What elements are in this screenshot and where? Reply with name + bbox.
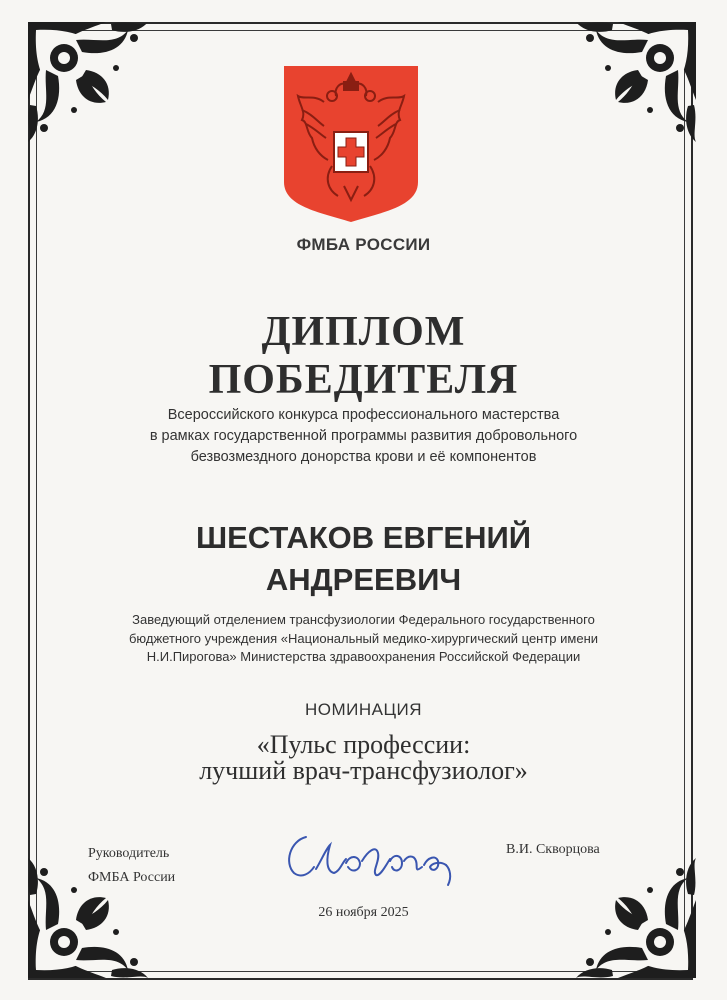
nomination-title-line1: «Пульс профессии: (256, 730, 471, 759)
nomination-title-line2: лучший врач-трансфузиолог» (199, 756, 528, 785)
contest-description-line: Всероссийского конкурса профессионального мастерства (167, 407, 560, 423)
nomination-label: НОМИНАЦИЯ (304, 700, 423, 719)
recipient-name-line2: АНДРЕЕВИЧ (265, 562, 462, 597)
recipient-position (90, 611, 637, 667)
org-logo-text: ФМБА РОССИИ (296, 235, 431, 254)
signer-name: В.И. Скворцова (506, 842, 600, 857)
contest-description-line: в рамках государственной программы развития добровольного (149, 428, 578, 444)
handwritten-signature (276, 815, 476, 895)
signer-title (88, 842, 175, 890)
corner-ornament-icon (558, 10, 708, 160)
recipient-position-line: Заведующий отделением трансфузиологии Федерального государственного (132, 612, 595, 627)
recipient-position-line: Н.И.Пирогова» Министерства здравоохранения Российской Федерации (146, 649, 581, 664)
issue-date: 26 ноября 2025 (318, 905, 409, 920)
double-headed-eagle-icon (284, 66, 418, 222)
diploma-title-line2: ПОБЕДИТЕЛЯ (208, 357, 519, 403)
nomination-title (0, 732, 727, 784)
signer-title-line2: ФМБА России (88, 870, 176, 885)
corner-ornament-icon (16, 10, 166, 160)
contest-description (100, 405, 627, 468)
contest-description-line: безвозмездного донорства крови и её компонентов (190, 449, 537, 465)
recipient-name-line1: ШЕСТАКОВ ЕВГЕНИЙ (195, 520, 532, 555)
signer-title-line1: Руководитель (88, 846, 170, 861)
diploma-title-line1: ДИПЛОМ (261, 309, 466, 355)
recipient-position-line: бюджетного учреждения «Национальный медико-хирургический центр имени (128, 630, 599, 646)
